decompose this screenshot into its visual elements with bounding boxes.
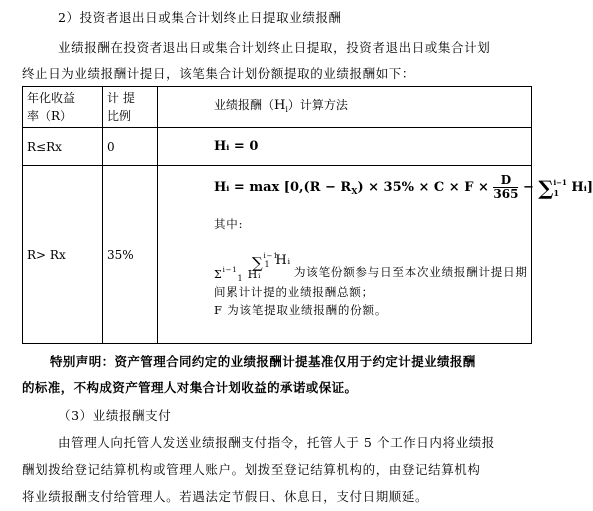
fraction-denominator: 365 [493,187,519,201]
formula-part: ) × 35% × C × F × [357,180,489,195]
sigma-upper: i−1 [553,177,567,187]
paragraph-line: 由管理人向托管人发送业绩报酬支付指令，托管人于 5 个工作日内将业绩报 [58,435,495,450]
table-row [23,128,532,166]
sigma-icon: ∑ [252,254,264,272]
fraction-numerator: D [493,174,518,188]
ratio-cell: 0 [103,128,158,166]
note-text: 为该笔份额参与日至本次业绩报酬计提日期 [294,265,528,279]
condition-cell: R≤Rx [23,128,103,166]
sum-var: Hᵢ [275,253,291,268]
table-header-row [23,87,532,128]
formula-cell [158,166,593,344]
sum-sub: 1 [264,260,271,269]
header-return-rate [23,87,103,128]
sigma-lower: 1 [553,187,560,198]
header-text: ）计算方法 [287,97,348,112]
header-text: 比例 [107,109,132,123]
note-line: F 为该笔提取业绩报酬的份额。 [214,303,388,317]
sum-symbol: Σ [214,268,223,281]
sum-sup: i−1 [222,266,238,274]
sum-expr-b [252,247,291,274]
header-var-sub: i [285,104,288,114]
sum-sup: i−1 [263,252,279,260]
paragraph-line: 终止日为业绩报酬计提日，该笔集合计划份额提取的业绩报酬如下： [22,66,416,81]
paragraph-line: 业绩报酬在投资者退出日或集合计划终止日提取，投资者退出日或集合计划 [58,40,491,55]
header-text: 率（R） [27,109,73,123]
table-row [23,166,532,344]
header-text: 业绩报酬（ [214,97,275,112]
header-var: H [274,97,286,113]
formula-part: − [522,180,534,195]
paragraph-line: 酬划拨给登记结算机构或管理人账户。划拨至登记结算机构的，由登记结算机构 [22,462,481,477]
header-accrual-ratio [103,87,158,128]
sum-explanation [214,247,528,283]
main-formula [214,173,593,203]
formula-cell [158,128,532,166]
header-text: 年化收益 [27,91,76,105]
section-heading-2: 2）投资者退出日或集合计划终止日提取业绩报酬 [58,10,342,25]
note-line: 间累计计提的业绩报酬总额； [214,285,374,299]
condition-cell: R> Rx [23,166,103,344]
performance-fee-table [22,86,593,344]
declaration-line: 的标准，不构成资产管理人对集合计划收益的承诺或保证。 [22,380,358,395]
formula-zero: Hᵢ = 0 [214,139,259,154]
formula-sub: X [351,186,358,196]
paragraph-line: 将业绩报酬支付给管理人。若遇法定节假日、休息日，支付日期顺延。 [22,489,429,504]
section-heading-3: （3）业绩报酬支付 [58,408,172,423]
formula-part: Hᵢ = max [0,(R − R [214,180,352,195]
header-calc-method [158,87,532,128]
sigma-icon: ∑ [538,176,554,200]
fraction [493,174,518,201]
sum-var: Hᵢ [247,268,262,281]
formula-part: Hᵢ] [571,180,593,195]
where-label: 其中: [214,217,244,231]
header-text: 计 提 [107,91,135,105]
ratio-cell: 35% [103,166,158,344]
sum-sub: 1 [237,274,244,283]
declaration-line: 特别声明：资产管理合同约定的业绩报酬计提基准仅用于约定计提业绩报酬 [50,354,476,369]
